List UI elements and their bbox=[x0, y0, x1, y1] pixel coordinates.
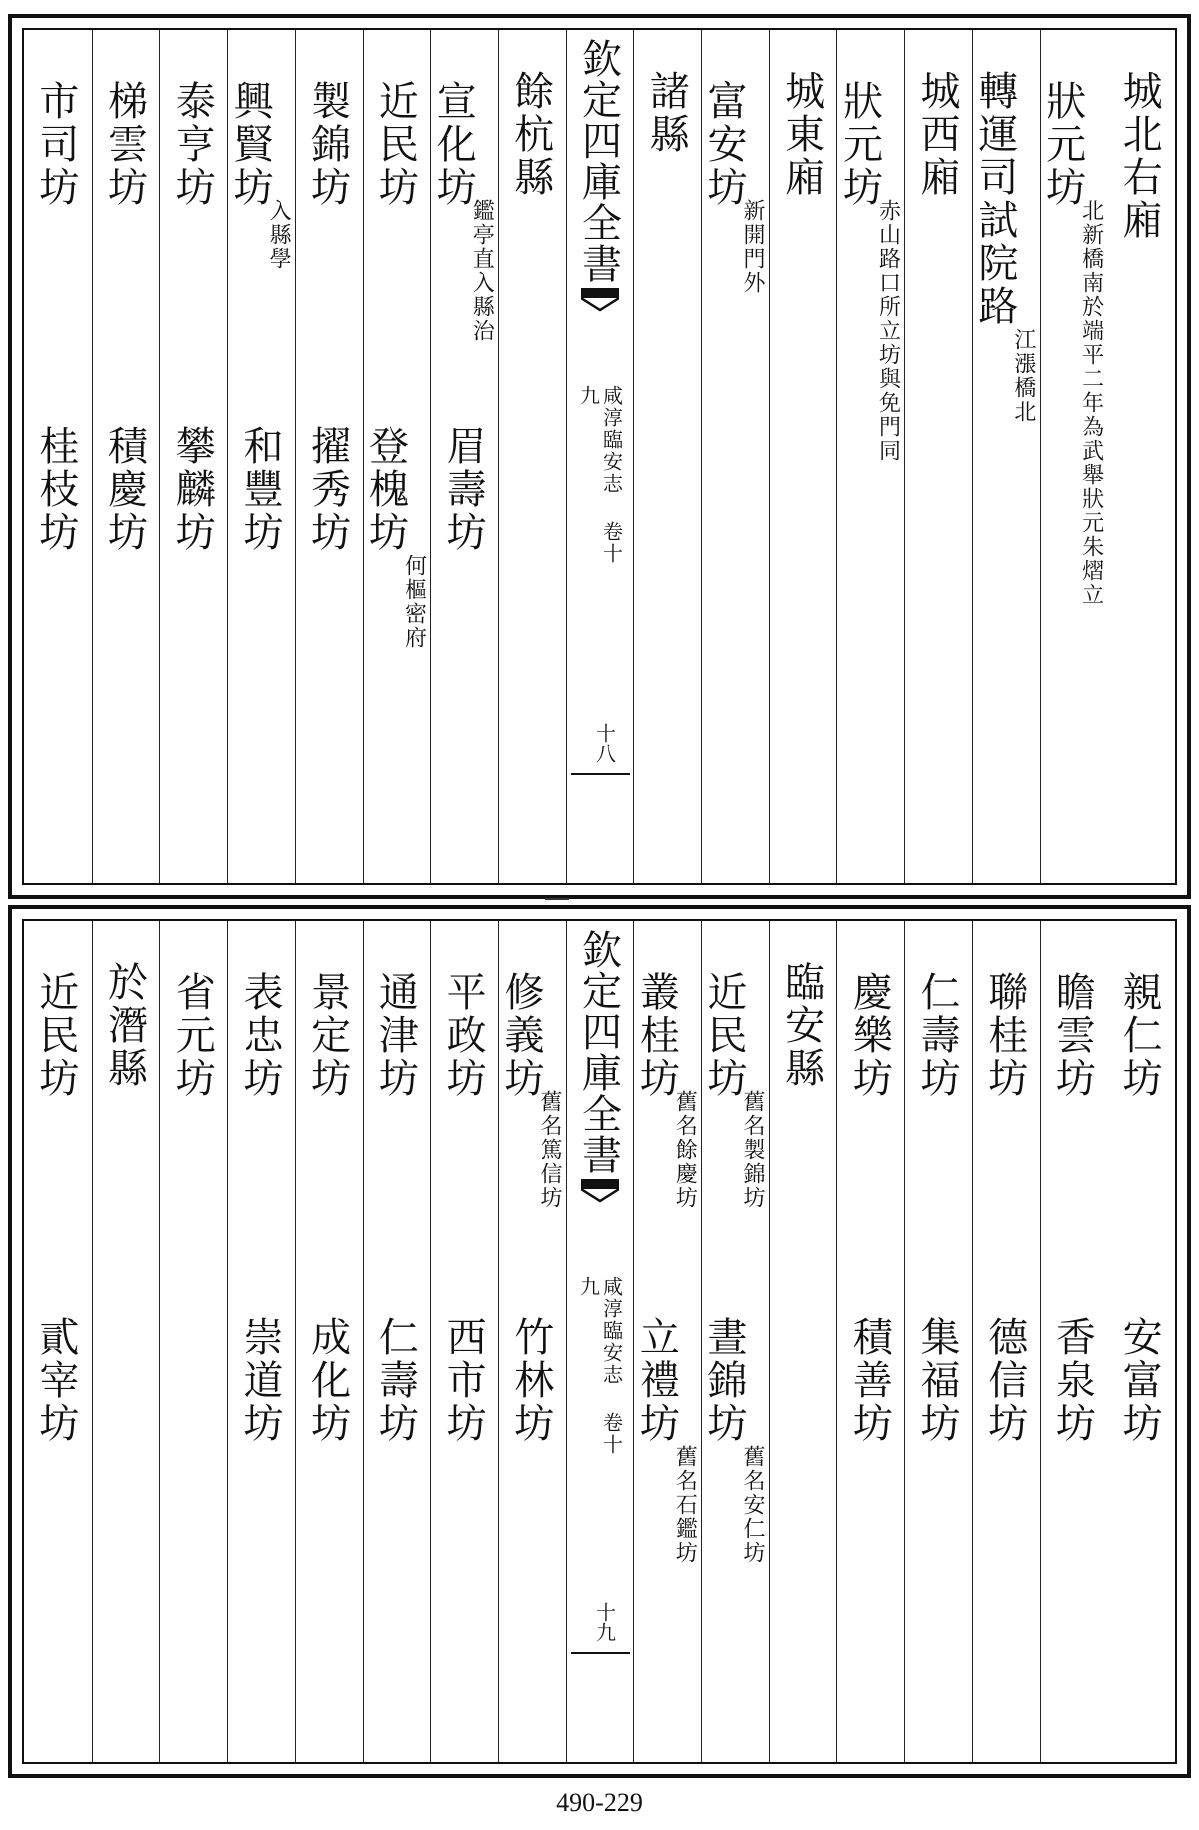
entry-text: 通津坊 bbox=[372, 971, 419, 1100]
entry-annotation: 舊名餘慶坊 bbox=[672, 1090, 698, 1210]
entry-text: 親仁坊 bbox=[1116, 971, 1163, 1100]
text-column bbox=[24, 30, 92, 883]
entry-text: 慶樂坊 bbox=[846, 971, 893, 1100]
entry-text: 轉運司試院路 bbox=[971, 70, 1018, 328]
entry-text: 仁壽坊 bbox=[914, 971, 961, 1100]
entry-text: 城北右廂 bbox=[1116, 70, 1163, 242]
entry-text-secondary: 德信坊 bbox=[981, 1316, 1028, 1445]
entry-annotation-secondary: 舊名安仁坊 bbox=[740, 1445, 766, 1565]
text-column bbox=[295, 30, 363, 883]
text-column bbox=[363, 30, 431, 883]
text-column bbox=[972, 30, 1040, 883]
entry-annotation: 北新橋南於端平二年為武舉狀元朱熠立 bbox=[1078, 199, 1104, 607]
text-column bbox=[904, 30, 972, 883]
entry-text: 叢桂坊 bbox=[633, 971, 680, 1100]
entry-text-secondary: 晝錦坊 bbox=[701, 1316, 748, 1445]
entry-text: 聯桂坊 bbox=[981, 971, 1028, 1100]
entry-annotation: 舊名篤信坊 bbox=[536, 1090, 562, 1210]
text-column bbox=[904, 921, 972, 1762]
text-column bbox=[24, 921, 92, 1762]
text-column bbox=[430, 30, 498, 883]
entry-text-secondary: 眉壽坊 bbox=[440, 425, 487, 554]
entry-text: 城東廂 bbox=[778, 70, 825, 199]
entry-text-secondary: 貳宰坊 bbox=[32, 1316, 79, 1445]
entry-text: 梯雲坊 bbox=[101, 80, 148, 209]
entry-annotation: 舊名製錦坊 bbox=[740, 1090, 766, 1210]
text-column bbox=[159, 30, 227, 883]
text-column bbox=[1040, 921, 1108, 1762]
entry-text: 製錦坊 bbox=[304, 80, 351, 209]
entry-annotation-secondary: 舊名石鑑坊 bbox=[672, 1445, 698, 1565]
entry-annotation: 鑑亭直入縣治 bbox=[469, 199, 495, 343]
text-column bbox=[159, 921, 227, 1762]
center-margin-column bbox=[566, 921, 634, 1762]
entry-text-secondary: 擢秀坊 bbox=[304, 425, 351, 554]
text-column bbox=[972, 921, 1040, 1762]
entry-text: 富安坊 bbox=[701, 80, 748, 209]
entry-text: 泰亨坊 bbox=[169, 80, 216, 209]
entry-text-secondary: 積慶坊 bbox=[101, 425, 148, 554]
text-column bbox=[295, 921, 363, 1762]
entry-text: 修義坊 bbox=[497, 971, 544, 1100]
entry-text-secondary: 和豐坊 bbox=[236, 425, 283, 554]
fish-tail-mark-icon bbox=[581, 288, 619, 312]
book-title: 欽定四庫全書 bbox=[575, 929, 622, 1175]
entry-text: 臨安縣 bbox=[778, 961, 825, 1090]
entry-text-secondary: 安富坊 bbox=[1116, 1316, 1163, 1445]
text-column bbox=[633, 921, 701, 1762]
text-column bbox=[836, 921, 904, 1762]
entry-text: 平政坊 bbox=[440, 971, 487, 1100]
text-column bbox=[769, 30, 837, 883]
entry-text: 近民坊 bbox=[372, 80, 419, 209]
entry-text: 狀元坊 bbox=[1039, 80, 1086, 209]
page-divider-mark bbox=[545, 898, 569, 900]
folio-number: 十八 bbox=[592, 723, 617, 763]
entry-annotation: 入縣學 bbox=[266, 199, 292, 271]
entry-text-secondary: 登槐坊 bbox=[362, 425, 409, 554]
entry-text-secondary: 立禮坊 bbox=[633, 1316, 680, 1445]
top-page-panel bbox=[8, 14, 1191, 899]
entry-text: 景定坊 bbox=[304, 971, 351, 1100]
book-title: 欽定四庫全書 bbox=[575, 38, 622, 284]
bottom-page-frame bbox=[22, 919, 1177, 1764]
volume-subtitle: 咸淳臨安志 卷十九 bbox=[576, 385, 624, 565]
entry-text: 餘杭縣 bbox=[507, 70, 554, 199]
entry-annotation: 赤山路口所立坊與免門同 bbox=[875, 199, 901, 463]
entry-annotation: 新開門外 bbox=[740, 199, 766, 295]
entry-annotation: 江漲橋北 bbox=[1010, 328, 1036, 424]
entry-text-secondary: 竹林坊 bbox=[507, 1316, 554, 1445]
entry-text: 城西廂 bbox=[914, 70, 961, 199]
entry-text-secondary: 集福坊 bbox=[914, 1316, 961, 1445]
entry-text-secondary: 桂枝坊 bbox=[32, 425, 79, 554]
text-column bbox=[633, 30, 701, 883]
entry-text: 狀元坊 bbox=[836, 80, 883, 209]
entry-text-secondary: 仁壽坊 bbox=[372, 1316, 419, 1445]
text-column bbox=[430, 921, 498, 1762]
entry-annotation-secondary: 何樞密府 bbox=[401, 554, 427, 650]
text-column bbox=[227, 30, 295, 883]
text-column bbox=[836, 30, 904, 883]
entry-text-secondary: 攀麟坊 bbox=[169, 425, 216, 554]
entry-text: 省元坊 bbox=[169, 971, 216, 1100]
center-margin-column bbox=[566, 30, 634, 883]
entry-text-secondary: 積善坊 bbox=[846, 1316, 893, 1445]
entry-text-secondary: 崇道坊 bbox=[236, 1316, 283, 1445]
text-column bbox=[498, 921, 566, 1762]
text-column bbox=[1107, 30, 1175, 883]
text-column bbox=[498, 30, 566, 883]
text-column bbox=[1107, 921, 1175, 1762]
text-column bbox=[227, 921, 295, 1762]
text-column bbox=[363, 921, 431, 1762]
text-column bbox=[1040, 30, 1108, 883]
entry-text: 於潛縣 bbox=[101, 961, 148, 1090]
entry-text: 興賢坊 bbox=[227, 80, 274, 209]
volume-subtitle: 咸淳臨安志 卷十九 bbox=[576, 1276, 624, 1456]
top-page-frame bbox=[22, 28, 1177, 885]
entry-text-secondary: 成化坊 bbox=[304, 1316, 351, 1445]
folio-number: 十九 bbox=[592, 1602, 617, 1642]
folio-rule bbox=[571, 1652, 631, 1654]
text-column bbox=[92, 30, 160, 883]
entry-text: 表忠坊 bbox=[236, 971, 283, 1100]
entry-text: 瞻雲坊 bbox=[1049, 971, 1096, 1100]
entry-text-secondary: 香泉坊 bbox=[1049, 1316, 1096, 1445]
entry-text: 諸縣 bbox=[643, 70, 690, 156]
text-column bbox=[701, 30, 769, 883]
entry-text: 近民坊 bbox=[701, 971, 748, 1100]
fish-tail-mark-icon bbox=[581, 1179, 619, 1203]
folio-rule bbox=[571, 773, 631, 775]
text-column bbox=[701, 921, 769, 1762]
entry-text: 近民坊 bbox=[32, 971, 79, 1100]
entry-text-secondary: 西市坊 bbox=[440, 1316, 487, 1445]
page-number: 490-229 bbox=[556, 1788, 643, 1817]
entry-text: 市司坊 bbox=[32, 80, 79, 209]
bottom-page-panel bbox=[8, 905, 1191, 1778]
text-column bbox=[92, 921, 160, 1762]
entry-text: 宣化坊 bbox=[430, 80, 477, 209]
text-column bbox=[769, 921, 837, 1762]
